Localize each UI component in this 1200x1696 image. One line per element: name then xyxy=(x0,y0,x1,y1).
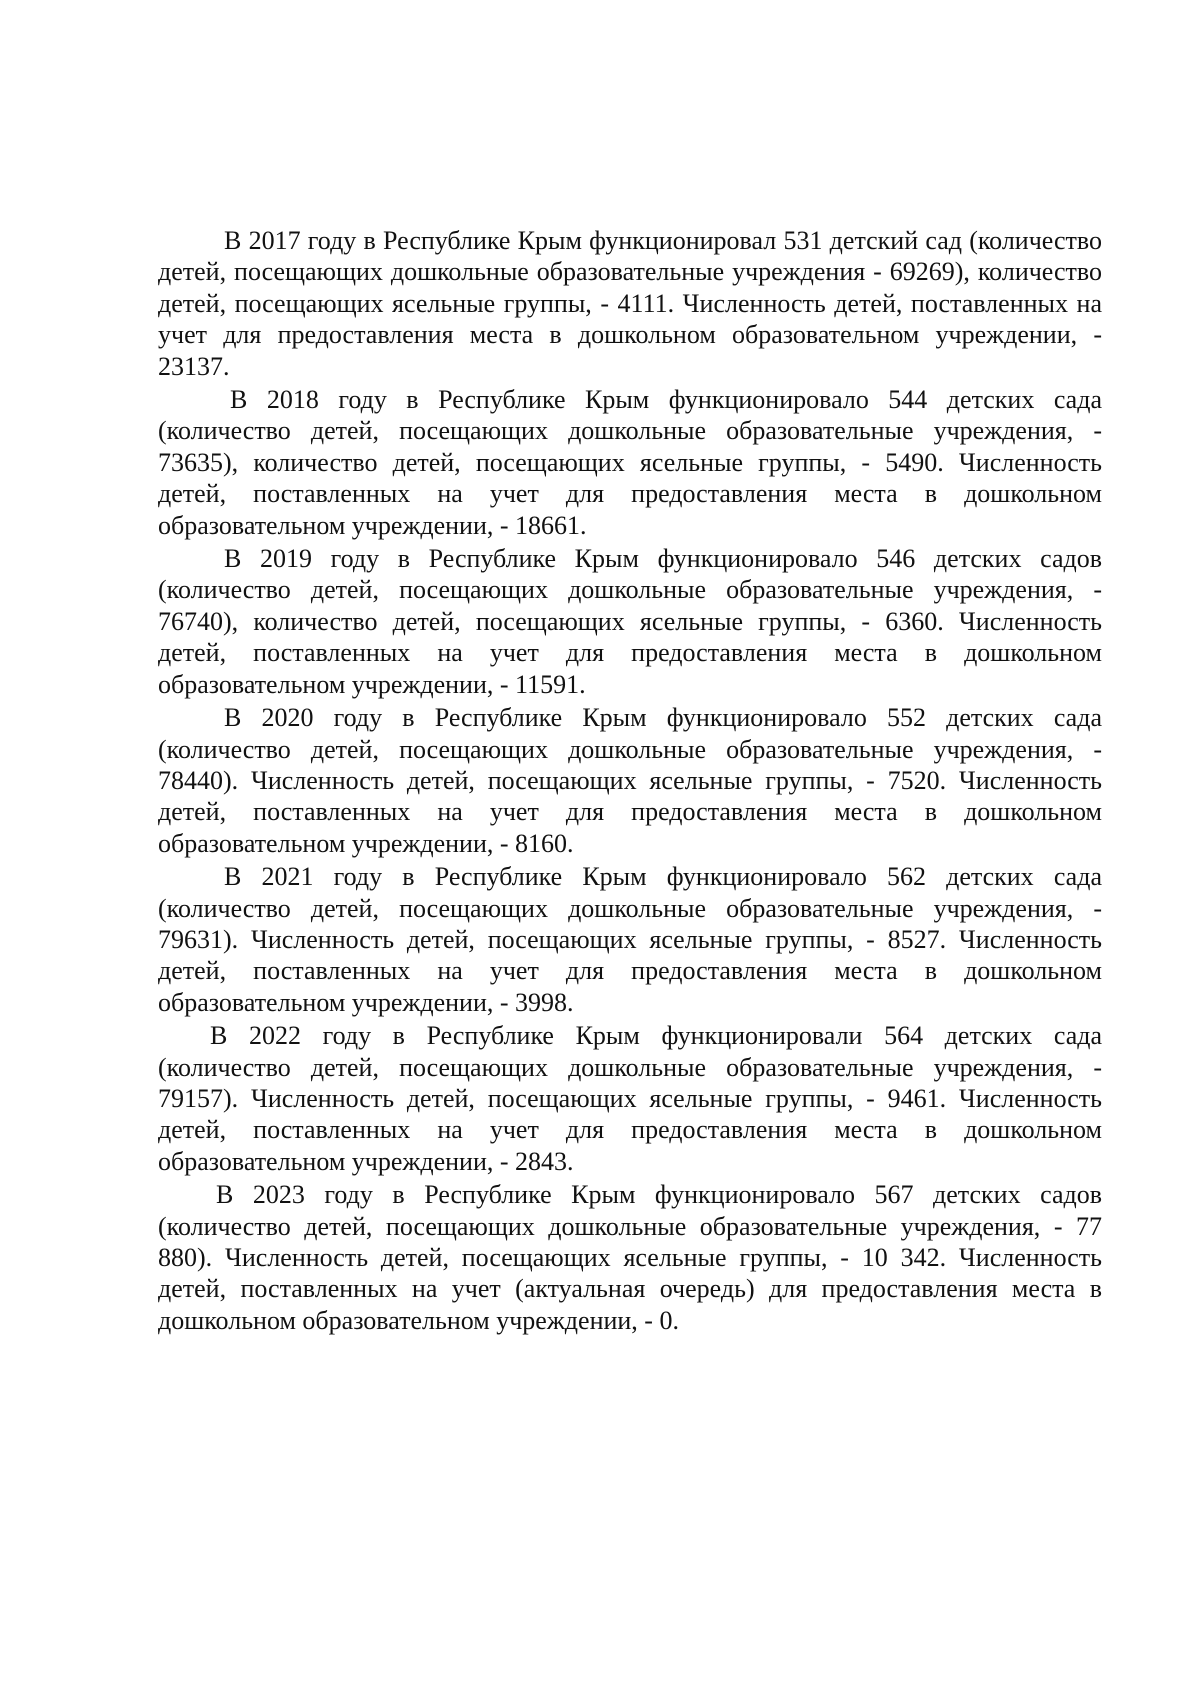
paragraph-2018: В 2018 году в Республике Крым функционировало 544 детских сада (количество детей, посещающих дошкольные образовательные учреждения, - 73635), количество детей, посещающих ясельные группы, - 5490. Численность детей, поставленных на учет для предоставления места в дошкольном образовательном учреждении, - 18661. xyxy=(158,385,1102,540)
paragraph-2019: В 2019 году в Республике Крым функционировало 546 детских садов (количество детей, посещающих дошкольные образовательные учреждения, - 76740), количество детей, посещающих ясельные группы, - 6360. Численность детей, поставленных на учет для предоставления места в дошкольном образовательном учреждении, - 11591. xyxy=(158,544,1102,699)
paragraph-2021: В 2021 году в Республике Крым функционировало 562 детских сада (количество детей, посещающих дошкольные образовательные учреждения, - 79631). Численность детей, посещающих ясельные группы, - 8527. Численность детей, поставленных на учет для предоставления места в дошкольном образовательном учреждении, - 3998. xyxy=(158,862,1102,1017)
paragraph-2020: В 2020 году в Республике Крым функционировало 552 детских сада (количество детей, посещающих дошкольные образовательные учреждения, - 78440). Численность детей, посещающих ясельные группы, - 7520. Численность детей, поставленных на учет для предоставления места в дошкольном образовательном учреждении, - 8160. xyxy=(158,703,1102,858)
paragraph-2023: В 2023 году в Республике Крым функционировало 567 детских садов (количество детей, посещающих дошкольные образовательные учреждения, - 77 880). Численность детей, посещающих ясельные группы, - 10 342. Численность детей, поставленных на учет (актуальная очередь) для предоставления места в дошкольном образовательном учреждении, - 0. xyxy=(158,1180,1102,1335)
document-body xyxy=(158,225,1102,1338)
paragraph-2017: В 2017 году в Республике Крым функционировал 531 детский сад (количество детей, посещающих дошкольные образовательные учреждения - 69269), количество детей, посещающих ясельные группы, - 4111. Численность детей, поставленных на учет для предоставления места в дошкольном образовательном учреждении, - 23137. xyxy=(158,226,1102,381)
paragraph-2022: В 2022 году в Республике Крым функционировали 564 детских сада (количество детей, посещающих дошкольные образовательные учреждения, - 79157). Численность детей, посещающих ясельные группы, - 9461. Численность детей, поставленных на учет для предоставления места в дошкольном образовательном учреждении, - 2843. xyxy=(158,1021,1102,1176)
